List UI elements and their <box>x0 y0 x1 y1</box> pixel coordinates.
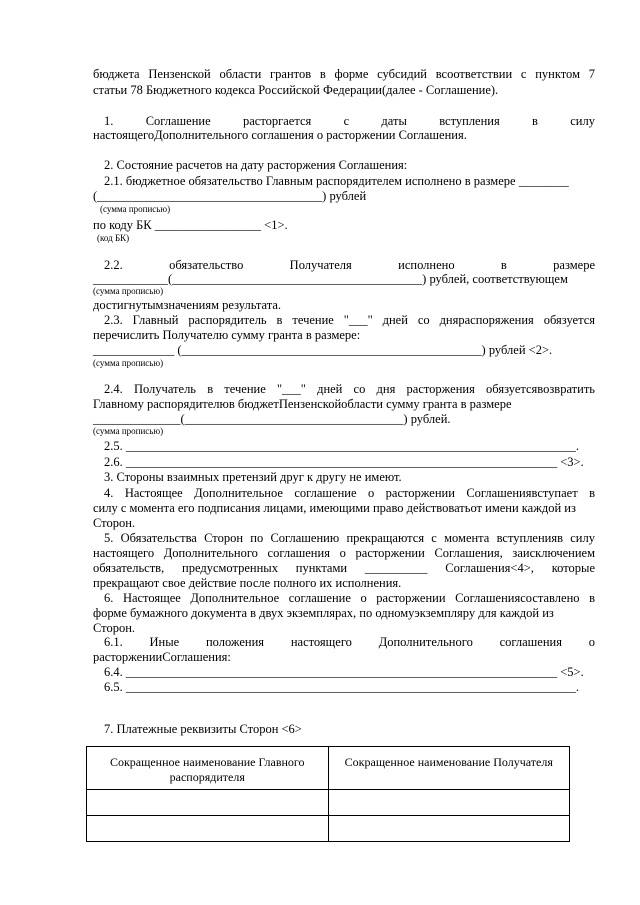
intro-line-1: бюджета Пензенской области грантов в форме субсидий всоответствии с пунктом 7 <box>93 67 595 81</box>
payment-details-table <box>86 746 570 842</box>
clause-2-1-line-1: 2.1. бюджетное обязательство Главным распорядителем исполнено в размере ________ <box>104 174 569 188</box>
clause-7-title: 7. Платежные реквизиты Сторон <6> <box>104 722 302 736</box>
clause-6-line-1: 6. Настоящее Дополнительное соглашение о расторжении Соглашениясоставлено в <box>104 591 595 605</box>
sum-in-words-hint: (сумма прописью) <box>93 286 164 296</box>
table-row <box>87 816 570 842</box>
clause-2-1-kbk: по коду БК _________________ <1>. <box>93 218 288 232</box>
clause-2-4-line-1: 2.4. Получатель в течение "___" дней со дня расторжения обязуетсявозвратить <box>104 382 595 396</box>
clause-2-5: 2.5. ________________________________________________________________________. <box>104 439 579 453</box>
clause-2-2-line-1: 2.2. обязательство Получателя исполнено в размере <box>104 258 595 272</box>
clause-2-4-line-3: ______________(___________________________________) рублей. <box>93 412 451 426</box>
clause-2-4-line-2: Главному распорядителюв бюджетПензенскойобласти сумму гранта в размере <box>93 397 512 411</box>
header-cell-main-distributor: Сокращенное наименование Главного распорядителя <box>87 747 329 790</box>
clause-1-line-2: настоящегоДополнительного соглашения о расторжении Соглашения. <box>93 128 467 142</box>
sum-in-words-hint: (сумма прописью) <box>93 358 164 368</box>
header-cell-recipient: Сокращенное наименование Получателя <box>328 747 570 790</box>
table-cell <box>328 816 570 842</box>
clause-6-5: 6.5. ________________________________________________________________________. <box>104 680 579 694</box>
clause-4-line-2: силу с момента его подписания лицами, имеющими право действоватьот имени каждой из <box>93 501 576 515</box>
clause-6-4: 6.4. _____________________________________________________________________ <5>. <box>104 665 584 679</box>
clause-2-3-line-1: 2.3. Главный распорядитель в течение "___" дней со дняраспоряжения обязуется <box>104 313 595 327</box>
clause-6-line-3: Сторон. <box>93 621 136 635</box>
clause-2-2-line-3: достигнутымзначениям результата. <box>93 298 282 312</box>
clause-2-2-line-2: ____________(________________________________________) рублей, соответствующем <box>93 272 568 286</box>
clause-5-line-4: прекращают свое действие после полного их исполнения. <box>93 576 402 590</box>
sum-in-words-hint: (сумма прописью) <box>93 426 164 436</box>
intro-line-2: статьи 78 Бюджетного кодекса Российской Федерации(далее - Соглашение). <box>93 83 499 97</box>
clause-5-line-2: настоящего Дополнительного соглашения о расторжении Соглашения, заисключением <box>93 546 595 560</box>
kbk-hint: (код БК) <box>97 233 130 243</box>
table-row <box>87 790 570 816</box>
clause-6-1-line-2: расторженииСоглашения: <box>93 650 231 664</box>
clause-2-title: 2. Состояние расчетов на дату расторжения Соглашения: <box>104 158 408 172</box>
clause-2-6: 2.6. _____________________________________________________________________ <3>. <box>104 455 584 469</box>
clause-5-line-1: 5. Обязательства Сторон по Соглашению прекращаются с момента вступленияв силу <box>104 531 595 545</box>
sum-in-words-hint: (сумма прописью) <box>100 204 171 214</box>
clause-2-1-line-2: (____________________________________) рублей <box>93 189 367 203</box>
table-header-row <box>87 747 570 790</box>
clause-6-1-line-1: 6.1. Иные положения настоящего Дополнительного соглашения о <box>104 635 595 649</box>
table-cell <box>328 790 570 816</box>
clause-5-line-3: обязательств, предусмотренных пунктами __________ Соглашения<4>, которые <box>93 561 595 575</box>
clause-2-3-line-2: перечислить Получателю сумму гранта в размере: <box>93 328 361 342</box>
table-cell <box>87 790 329 816</box>
clause-4-line-1: 4. Настоящее Дополнительное соглашение о расторжении Соглашениявступает в <box>104 486 595 500</box>
clause-3: 3. Стороны взаимных претензий друг к другу не имеют. <box>104 470 402 484</box>
clause-6-line-2: форме бумажного документа в двух экземплярах, по одномуэкземпляру для каждой из <box>93 606 554 620</box>
clause-1-line-1: 1. Соглашение расторгается с даты вступления в силу <box>104 114 595 128</box>
table-cell <box>87 816 329 842</box>
clause-4-line-3: Сторон. <box>93 516 136 530</box>
clause-2-3-line-3: _____________ (________________________________________________) рублей <2>. <box>93 343 553 357</box>
